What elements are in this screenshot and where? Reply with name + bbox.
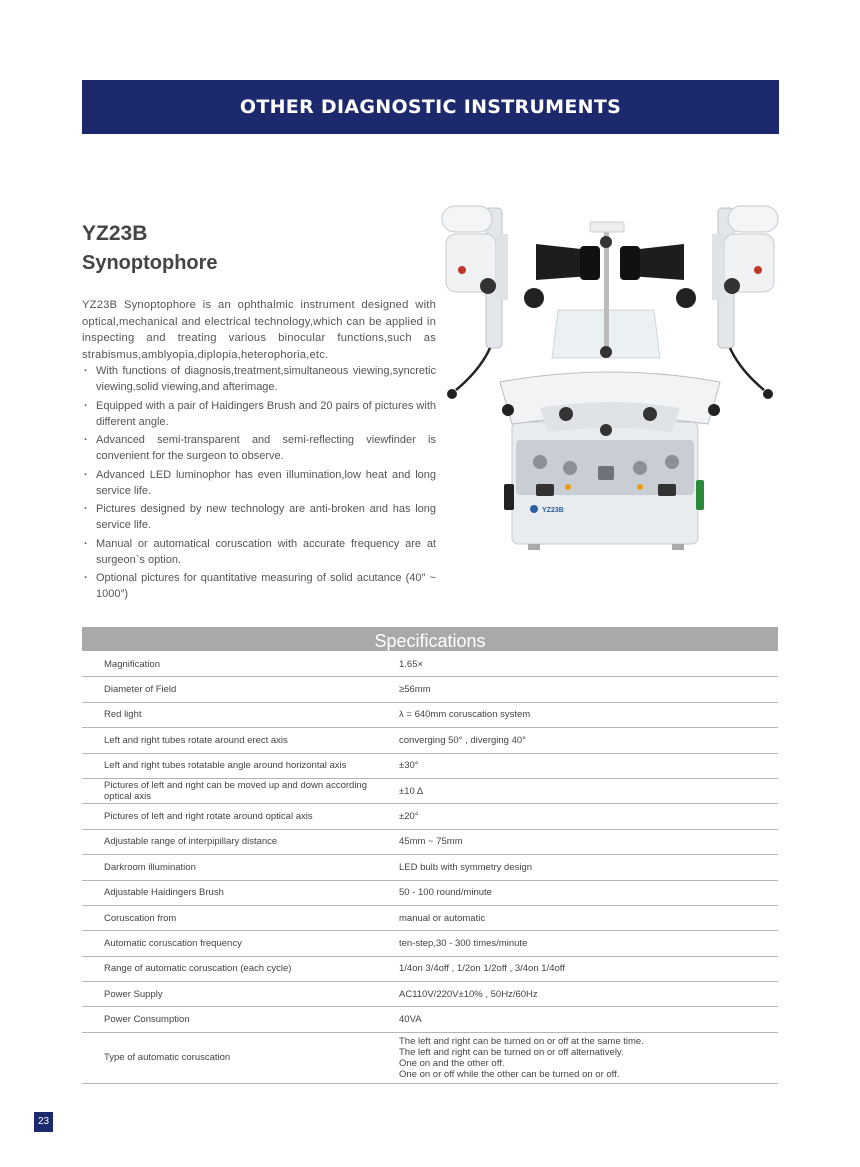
- spec-value: 1.65×: [377, 652, 778, 677]
- table-row: [82, 905, 778, 930]
- feature-item: · With functions of diagnosis,treatment,simultaneous viewing,syncretic viewing,solid viewing,and afterimage.: [82, 363, 436, 395]
- section-title: OTHER DIAGNOSTIC INSTRUMENTS: [239, 96, 622, 118]
- device-label: YZ23B: [542, 507, 564, 514]
- spec-value-line: The left and right can be turned on or off alternatively.: [399, 1046, 624, 1058]
- table-row: [82, 652, 778, 677]
- table-row: [82, 702, 778, 727]
- spec-value: ±30°: [377, 753, 778, 778]
- table-row: [82, 880, 778, 905]
- spec-label: Automatic coruscation frequency: [82, 931, 377, 956]
- product-name: Synoptophore: [82, 252, 218, 274]
- feature-item: · Optional pictures for quantitative measuring of solid acutance (40″ ~ 1000″): [82, 570, 436, 602]
- section-banner: [82, 80, 779, 134]
- synoptophore-photo: [440, 200, 780, 552]
- feature-item: · Advanced LED luminophor has even illumination,low heat and long service life.: [82, 467, 436, 499]
- product-model: YZ23B: [82, 222, 148, 245]
- table-row: [82, 677, 778, 702]
- table-row: [82, 855, 778, 880]
- feature-item: · Pictures designed by new technology are anti-broken and has long service life.: [82, 501, 436, 533]
- feature-list: [82, 363, 436, 605]
- table-row: [82, 753, 778, 778]
- page-number: 23: [34, 1112, 53, 1132]
- table-row: [82, 956, 778, 981]
- spec-label: Power Supply: [82, 982, 377, 1007]
- specifications-heading: Specifications: [82, 627, 778, 651]
- spec-value: λ = 640mm coruscation system: [377, 702, 778, 727]
- spec-label: Adjustable Haidingers Brush: [82, 880, 377, 905]
- spec-label: Red light: [82, 702, 377, 727]
- table-row: [82, 778, 778, 803]
- product-intro: YZ23B Synoptophore is an ophthalmic instrument designed with optical,mechanical and electrical technology,which can be applied in inspecting and treating various binocular functions,such as strabismus,amblyopia,diplopia,heterophoria,etc.: [82, 299, 436, 361]
- spec-label: Diameter of Field: [82, 677, 377, 702]
- spec-label: Pictures of left and right rotate around optical axis: [82, 804, 377, 829]
- spec-value: AC110V/220V±10% , 50Hz/60Hz: [377, 982, 778, 1007]
- spec-label: Adjustable range of interpipillary distance: [82, 829, 377, 854]
- spec-label: Magnification: [82, 652, 377, 677]
- spec-value-line: The left and right can be turned on or off at the same time.: [399, 1035, 644, 1047]
- spec-label: Left and right tubes rotatable angle around horizontal axis: [82, 753, 377, 778]
- spec-label: Darkroom illumination: [82, 855, 377, 880]
- spec-value: converging 50° , diverging 40°: [377, 728, 778, 753]
- table-row: [82, 829, 778, 854]
- spec-label: Type of automatic coruscation: [82, 1032, 377, 1083]
- spec-value: 50 - 100 round/minute: [377, 880, 778, 905]
- spec-value-line: One on or off while the other can be turned on or off.: [399, 1068, 620, 1080]
- table-row: [82, 1032, 778, 1083]
- spec-value: LED bulb with symmetry design: [377, 855, 778, 880]
- table-row: [82, 931, 778, 956]
- spec-value: ≥56mm: [377, 677, 778, 702]
- spec-label: Range of automatic coruscation (each cycle): [82, 956, 377, 981]
- table-row: [82, 728, 778, 753]
- table-row: [82, 1007, 778, 1032]
- specifications-table: [82, 652, 778, 1084]
- feature-item: · Advanced semi-transparent and semi-reflecting viewfinder is convenient for the surgeon to observe.: [82, 432, 436, 464]
- spec-value-line: One on and the other off.: [399, 1057, 505, 1069]
- feature-item: · Equipped with a pair of Haidingers Brush and 20 pairs of pictures with different angle.: [82, 398, 436, 430]
- spec-value-multiline: [377, 1032, 778, 1083]
- feature-item: · Manual or automatical coruscation with accurate frequency are at surgeon`s option.: [82, 536, 436, 568]
- spec-label: Coruscation from: [82, 905, 377, 930]
- spec-value: 45mm ~ 75mm: [377, 829, 778, 854]
- spec-label: Left and right tubes rotate around erect axis: [82, 728, 377, 753]
- spec-value: manual or automatic: [377, 905, 778, 930]
- table-row: [82, 982, 778, 1007]
- spec-label: Pictures of left and right can be moved up and down according optical axis: [82, 778, 377, 803]
- spec-value: 40VA: [377, 1007, 778, 1032]
- spec-value: ±20°: [377, 804, 778, 829]
- spec-value: ten-step,30 - 300 times/minute: [377, 931, 778, 956]
- table-row: [82, 804, 778, 829]
- spec-value: 1/4on 3/4off , 1/2on 1/2off , 3/4on 1/4off: [377, 956, 778, 981]
- spec-value: ±10 Δ: [377, 778, 778, 803]
- spec-label: Power Consumption: [82, 1007, 377, 1032]
